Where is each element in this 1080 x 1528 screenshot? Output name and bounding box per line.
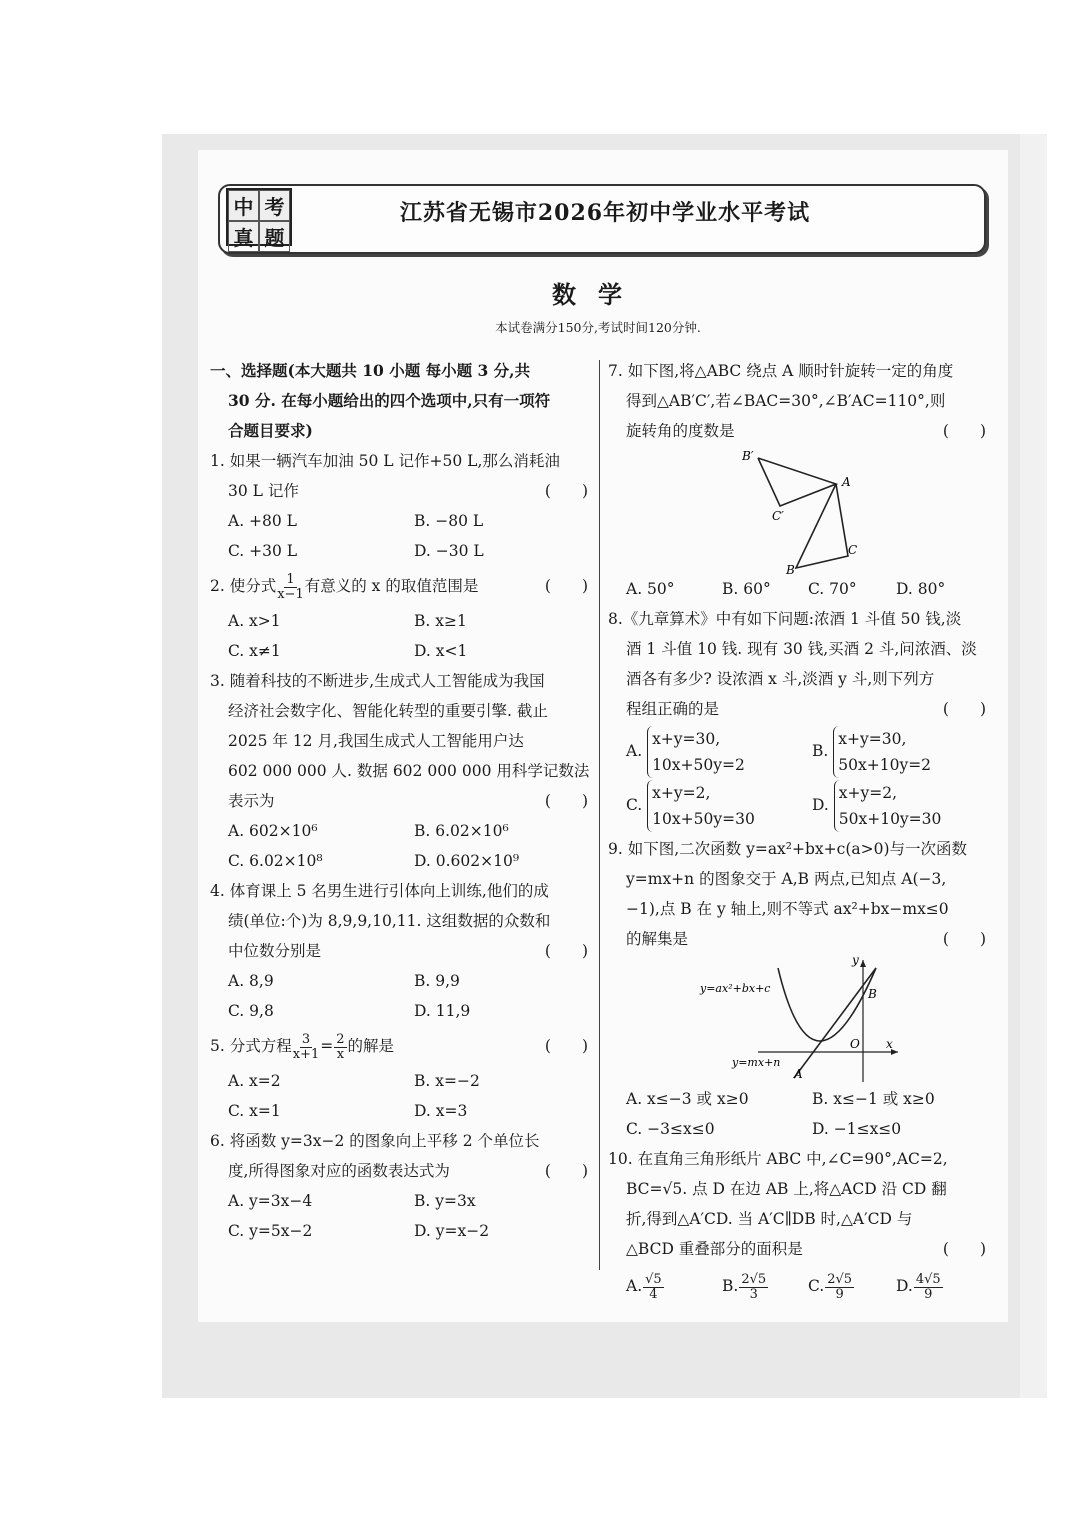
answer-blank: ( ) <box>544 482 588 500</box>
q5-options <box>210 1066 592 1126</box>
badge-char: 中 <box>228 190 259 221</box>
option: A. $\frac{√5}{4}$ <box>626 1271 662 1302</box>
q1-text: 30 L 记作 ( ) <box>210 476 592 506</box>
q8-text: 酒各有多少? 设浓酒 x 斗,淡酒 y 斗,则下列方 <box>626 670 935 688</box>
fraction: $\frac{4√5}{9}$ <box>915 1271 941 1302</box>
option: C. y=5x−2 <box>228 1222 313 1240</box>
q7-text: 旋转角的度数是 ( ) <box>608 416 990 446</box>
option: C. x+y=2, 10x+50y=30 <box>626 780 812 832</box>
q8-text: 8.《九章算术》中有如下问题:浓酒 1 斗值 50 钱,淡 <box>608 610 962 628</box>
q4-text: 4. 体育课上 5 名男生进行引体向上训练,他们的成 <box>210 882 549 900</box>
option: A. 602×10⁶ <box>228 822 318 840</box>
column-divider <box>599 360 600 1270</box>
q9-function-graph <box>608 954 990 1084</box>
answer-blank: ( ) <box>942 422 986 440</box>
option: C. 6.02×10⁸ <box>228 852 323 870</box>
option: C. 9,8 <box>228 1002 274 1020</box>
badge-char: 真 <box>228 221 259 252</box>
option: A. 50° <box>626 580 675 598</box>
q9-text: 的解集是 ( ) <box>608 924 990 954</box>
label-origin: O <box>850 1037 860 1051</box>
right-column <box>608 356 990 1308</box>
label-b-prime: B′ <box>742 449 754 463</box>
option: B. y=3x <box>414 1192 476 1210</box>
exam-note: 本试卷满分150分,考试时间120分钟. <box>495 320 701 335</box>
q8-text: 程组正确的是 ( ) <box>608 694 990 724</box>
answer-blank: ( ) <box>544 1037 588 1055</box>
option: B. −80 L <box>414 512 484 530</box>
label-b: B <box>786 563 795 574</box>
q9-text: y=mx+n 的图象交于 A,B 两点,已知点 A(−3, <box>626 870 947 888</box>
fraction: $\frac{1}{x-1}$ <box>277 571 304 602</box>
q7-options <box>608 574 990 604</box>
q3-text: 经济社会数字化、智能化转型的重要引擎. 截止 <box>228 702 548 720</box>
fraction: $\frac{2}{x}$ <box>336 1031 345 1062</box>
label-c-prime: C′ <box>772 509 784 523</box>
option: A. x≤−3 或 x≥0 <box>626 1090 749 1108</box>
q10-text: BC=√5. 点 D 在边 AB 上,将△ACD 沿 CD 翻 <box>626 1180 947 1198</box>
badge-char: 题 <box>259 221 290 252</box>
option: D. x=3 <box>414 1102 468 1120</box>
q1-text: 1. 如果一辆汽车加油 50 L 记作+50 L,那么消耗油 <box>210 452 560 470</box>
answer-blank: ( ) <box>942 700 986 718</box>
q7-rotation-figure <box>608 446 990 574</box>
q6-text: 6. 将函数 y=3x−2 的图象向上平移 2 个单位长 <box>210 1132 540 1150</box>
fraction: $\frac{2√5}{3}$ <box>741 1271 767 1302</box>
option: B. x+y=30, 50x+10y=2 <box>812 726 998 778</box>
label-parabola: y=ax²+bx+c <box>700 982 771 995</box>
section-heading: 一、选择题(本大题共 10 小题 每小题 3 分,共 <box>210 361 531 380</box>
q6-text: 度,所得图象对应的函数表达式为 ( ) <box>210 1156 592 1186</box>
q8-options-row <box>608 780 990 832</box>
q9-options <box>608 1084 990 1144</box>
label-a: A <box>794 1067 803 1081</box>
option: C. −3≤x≤0 <box>626 1120 715 1138</box>
q3-text: 602 000 000 人. 数据 602 000 000 用科学记数法 <box>228 762 590 780</box>
q9-text: 9. 如下图,二次函数 y=ax²+bx+c(a>0)与一次函数 <box>608 840 968 858</box>
badge-char: 考 <box>259 190 290 221</box>
q6-options <box>210 1186 592 1246</box>
label-c: C <box>848 543 858 557</box>
option: B. 9,9 <box>414 972 460 990</box>
label-x-axis: x <box>886 1037 893 1051</box>
answer-blank: ( ) <box>544 792 588 810</box>
q10-text: 10. 在直角三角形纸片 ABC 中,∠C=90°,AC=2, <box>608 1150 948 1168</box>
option: A. 8,9 <box>228 972 274 990</box>
q3-text: 3. 随着科技的不断进步,生成式人工智能成为我国 <box>210 672 545 690</box>
left-column <box>210 356 592 1246</box>
q4-text: 绩(单位:个)为 8,9,9,10,11. 这组数据的众数和 <box>228 912 551 930</box>
answer-blank: ( ) <box>942 930 986 948</box>
answer-blank: ( ) <box>942 1240 986 1258</box>
q5-text: 5. 分式方程 $\frac{3}{x+1}$ = $\frac{2}{x}$ 的解是 ( ) <box>210 1026 592 1066</box>
q4-options <box>210 966 592 1026</box>
option: B. x=−2 <box>414 1072 480 1090</box>
q3-options <box>210 816 592 876</box>
option: C. 70° <box>808 580 857 598</box>
label-line: y=mx+n <box>732 1056 781 1069</box>
option: A. x+y=30, 10x+50y=2 <box>626 726 812 778</box>
subject-title: 数学 <box>552 280 644 309</box>
option: A. +80 L <box>228 512 297 530</box>
q8-options-row <box>608 726 990 778</box>
fraction: $\frac{√5}{4}$ <box>645 1271 662 1302</box>
label-y-axis: y <box>852 954 859 967</box>
option: D. x+y=2, 50x+10y=30 <box>812 780 998 832</box>
option: A. x=2 <box>228 1072 281 1090</box>
option: C. x≠1 <box>228 642 281 660</box>
q1-options <box>210 506 592 566</box>
option: D. $\frac{4√5}{9}$ <box>896 1271 941 1302</box>
equation-system: x+y=2, 10x+50y=30 <box>647 780 755 832</box>
q10-options <box>608 1264 990 1308</box>
label-a: A <box>842 475 851 489</box>
option: C. $\frac{2√5}{9}$ <box>808 1271 853 1302</box>
option: B. 60° <box>722 580 771 598</box>
option: B. $\frac{2√5}{3}$ <box>722 1271 767 1302</box>
option: D. 0.602×10⁹ <box>414 852 520 870</box>
option: D. −1≤x≤0 <box>812 1120 902 1138</box>
q3-text: 2025 年 12 月,我国生成式人工智能用户达 <box>228 732 524 750</box>
answer-blank: ( ) <box>544 577 588 595</box>
option: B. x≥1 <box>414 612 467 630</box>
q2-options <box>210 606 592 666</box>
option: D. 11,9 <box>414 1002 471 1020</box>
option: C. x=1 <box>228 1102 281 1120</box>
option: D. x<1 <box>414 642 468 660</box>
option: B. 6.02×10⁶ <box>414 822 509 840</box>
option: D. y=x−2 <box>414 1222 490 1240</box>
q2-text: 2. 使分式 $\frac{1}{x-1}$ 有意义的 x 的取值范围是 ( ) <box>210 566 592 606</box>
equation-system: x+y=30, 10x+50y=2 <box>647 726 745 778</box>
q10-text: 折,得到△A′CD. 当 A′C∥DB 时,△A′CD 与 <box>626 1210 913 1228</box>
answer-blank: ( ) <box>544 1162 588 1180</box>
option: D. 80° <box>896 580 946 598</box>
answer-blank: ( ) <box>544 942 588 960</box>
q10-text: △BCD 重叠部分的面积是 ( ) <box>608 1234 990 1264</box>
label-b: B <box>868 987 877 1001</box>
equation-system: x+y=2, 50x+10y=30 <box>834 780 942 832</box>
equation-system: x+y=30, 50x+10y=2 <box>833 726 931 778</box>
q3-text: 表示为 ( ) <box>210 786 592 816</box>
q8-text: 酒 1 斗值 10 钱. 现有 30 钱,买酒 2 斗,问浓酒、淡 <box>626 640 977 658</box>
option: A. y=3x−4 <box>228 1192 313 1210</box>
exam-title: 江苏省无锡市2026年初中学业水平考试 <box>399 200 811 226</box>
option: C. +30 L <box>228 542 298 560</box>
q7-text: 得到△AB′C′,若∠BAC=30°,∠B′AC=110°,则 <box>626 392 946 410</box>
option: A. x>1 <box>228 612 281 630</box>
section-heading: 30 分. 在每小题给出的四个选项中,只有一项符 <box>228 391 551 410</box>
section-heading: 合题目要求) <box>228 421 313 440</box>
q4-text: 中位数分别是 ( ) <box>210 936 592 966</box>
fraction: $\frac{3}{x+1}$ <box>292 1031 320 1062</box>
q9-text: −1),点 B 在 y 轴上,则不等式 ax²+bx−mx≤0 <box>626 900 949 918</box>
option: D. −30 L <box>414 542 484 560</box>
fraction: $\frac{2√5}{9}$ <box>827 1271 853 1302</box>
q7-text: 7. 如下图,将△ABC 绕点 A 顺时针旋转一定的角度 <box>608 362 954 380</box>
option: B. x≤−1 或 x≥0 <box>812 1090 935 1108</box>
zhongkao-badge <box>226 188 292 250</box>
